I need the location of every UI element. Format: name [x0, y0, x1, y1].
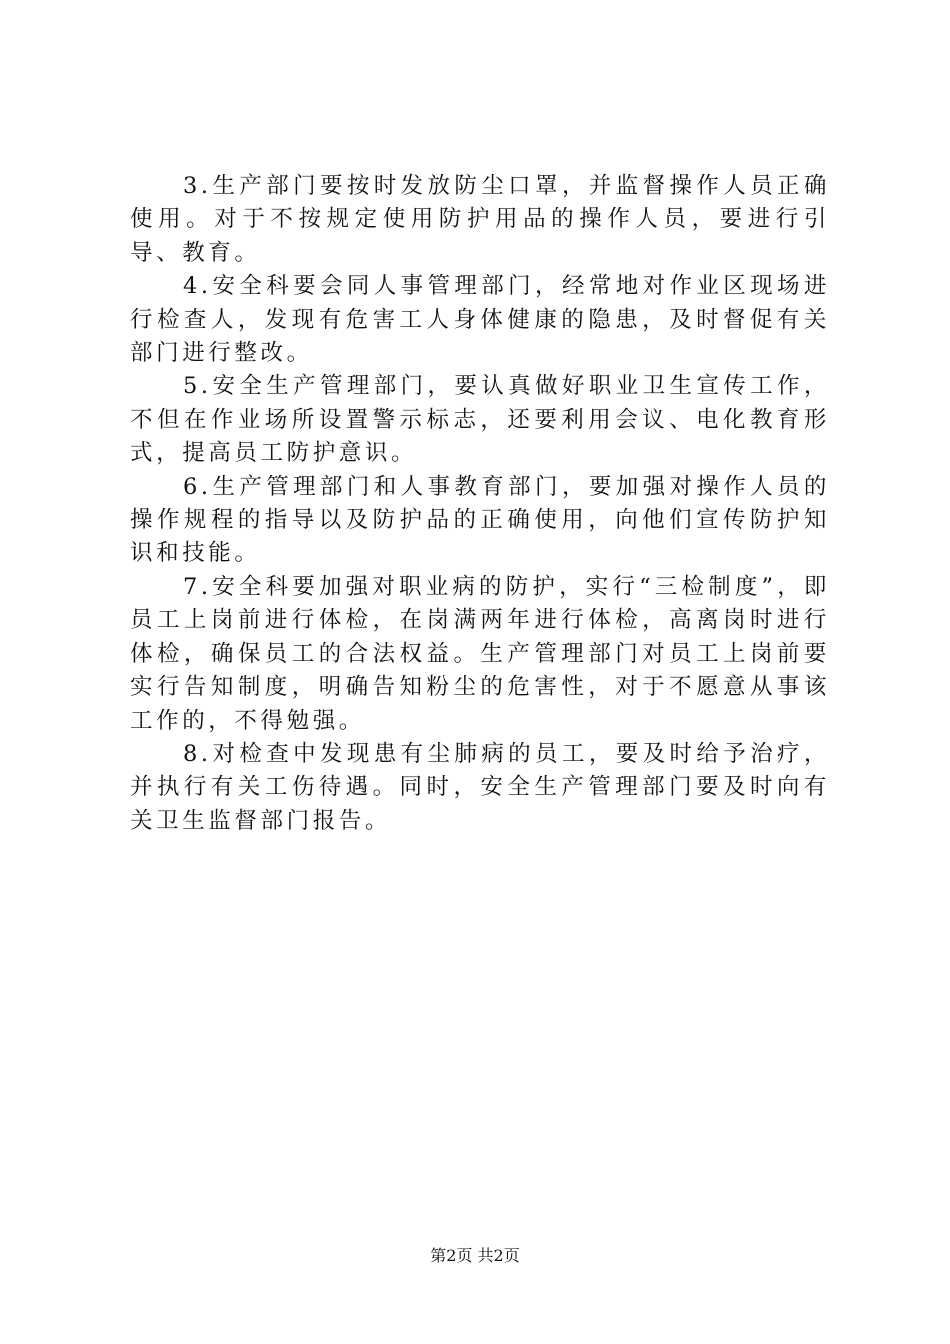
page-footer: 第2页 共2页 — [430, 1246, 520, 1265]
paragraph-8: 8.对检查中发现患有尘肺病的员工，要及时给予治疗，并执行有关工伤待遇。同时，安全生产管理部门要及时向有关卫生监督部门报告。 — [130, 740, 830, 834]
document-body — [130, 170, 830, 838]
paragraph-4: 4.安全科要会同人事管理部门，经常地对作业区现场进行检查人，发现有危害工人身体健康的隐患，及时督促有关部门进行整改。 — [130, 273, 830, 367]
paragraph-6: 6.生产管理部门和人事教育部门，要加强对操作人员的操作规程的指导以及防护品的正确使用，向他们宣传防护知识和技能。 — [130, 473, 830, 567]
paragraph-3: 3.生产部门要按时发放防尘口罩，并监督操作人员正确使用。对于不按规定使用防护用品的操作人员，要进行引导、教育。 — [130, 173, 830, 266]
paragraph-5: 5.安全生产管理部门，要认真做好职业卫生宣传工作，不但在作业场所设置警示标志，还要利用会议、电化教育形式，提高员工防护意识。 — [130, 373, 830, 467]
paragraph-7: 7.安全科要加强对职业病的防护，实行“三检制度”，即员工上岗前进行体检，在岗满两年进行体检，高离岗时进行体检，确保员工的合法权益。生产管理部门对员工上岗前要实行告知制度，明确告知粉尘的危害性，对于不愿意从事该工作的，不得勉强。 — [130, 573, 830, 734]
